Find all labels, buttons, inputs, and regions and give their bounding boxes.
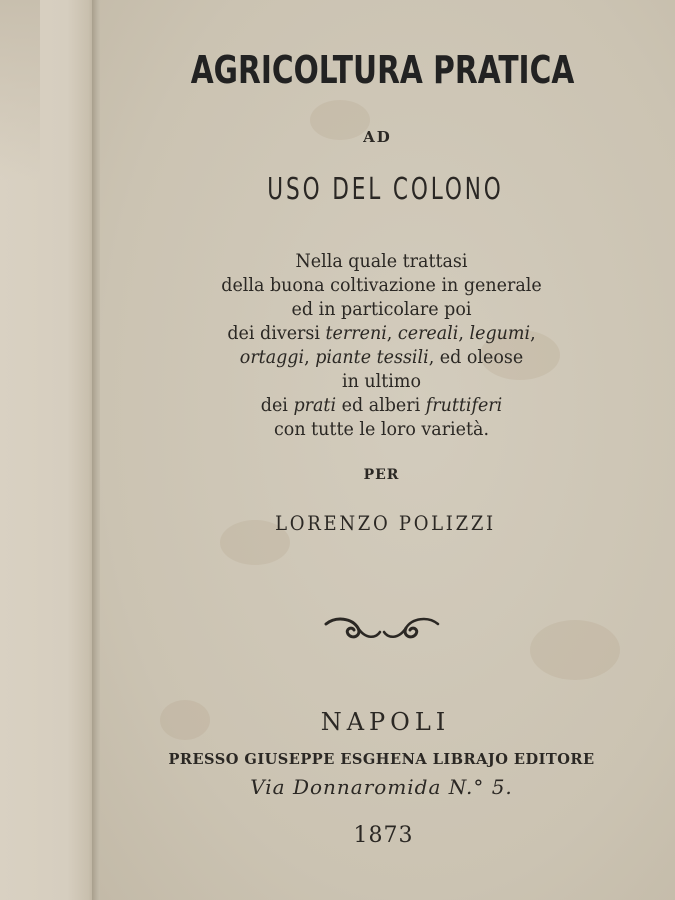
italic-cereali: cereali	[397, 322, 459, 344]
description-line-4: dei diversi terreni, cereali, legumi,	[227, 322, 536, 344]
description-line-7: dei prati ed alberi fruttiferi	[260, 394, 503, 416]
italic-piante-tessili: piante tessili	[315, 346, 429, 368]
imprint-publisher: PRESSO GIUSEPPE ESGHENA LIBRAJO EDITORE	[168, 750, 595, 768]
author-name: LORENZO POLIZZI	[275, 511, 496, 535]
description-line-5: ortaggi, piante tessili, ed oleose	[239, 346, 524, 368]
book-title: AGRICOLTURA PRATICA	[190, 48, 575, 92]
description-line-1: Nella quale trattasi	[295, 250, 468, 272]
subtitle-ad: AD	[363, 128, 392, 146]
italic-legumi: legumi	[469, 322, 531, 344]
description-line-6: in ultimo	[342, 370, 421, 392]
description-line-8: con tutte le loro varietà.	[274, 418, 489, 440]
imprint-address: Via Donnaromida N.° 5.	[250, 775, 513, 799]
subtitle-uso: USO DEL COLONO	[267, 172, 504, 207]
description-line-3: ed in particolare poi	[291, 298, 472, 320]
description-line-2: della buona coltivazione in generale	[221, 274, 542, 296]
imprint-year: 1873	[353, 823, 414, 848]
swirl-ornament-icon	[322, 610, 442, 646]
italic-ortaggi: ortaggi	[239, 346, 305, 368]
imprint-city: NAPOLI	[320, 708, 451, 736]
italic-prati: prati	[293, 394, 337, 416]
italic-fruttiferi: fruttiferi	[425, 394, 503, 416]
italic-terreni: terreni	[325, 322, 387, 344]
per-label: PER	[363, 467, 400, 483]
